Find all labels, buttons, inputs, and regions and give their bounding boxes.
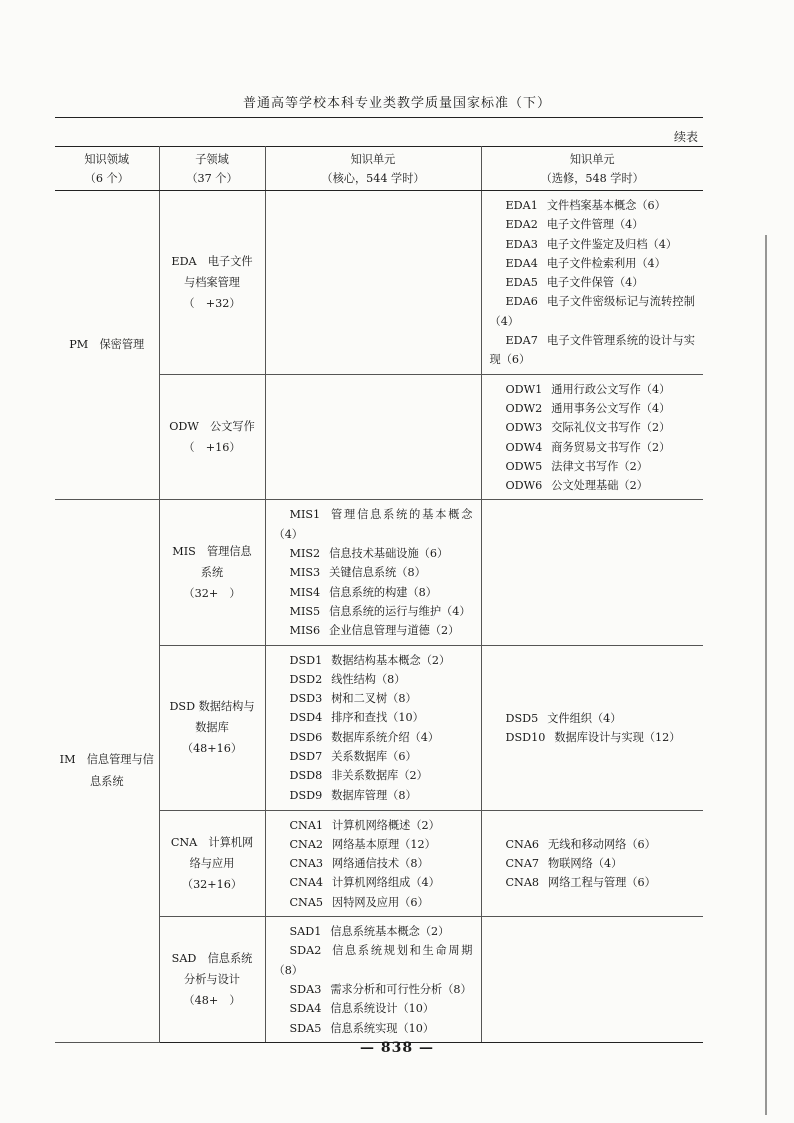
subdomain-hours: （ +16）	[183, 441, 241, 455]
knowledge-unit	[490, 273, 696, 292]
knowledge-unit	[274, 689, 473, 708]
unit-code: ODW1	[505, 382, 543, 396]
table-row	[55, 191, 703, 375]
core-units-cell	[265, 191, 481, 375]
unit-title: 关键信息系统（8）	[329, 566, 426, 580]
unit-code: DSD7	[289, 750, 323, 764]
unit-title: 法律文书写作（2）	[551, 459, 648, 473]
unit-code: DSD3	[289, 692, 323, 706]
unit-title: 文件组织（4）	[547, 711, 622, 725]
table-header-row	[55, 147, 703, 191]
knowledge-unit	[274, 816, 473, 835]
subdomain-hours: （32+16）	[181, 877, 243, 891]
knowledge-unit	[274, 854, 473, 873]
knowledge-unit	[274, 941, 473, 980]
knowledge-unit	[490, 399, 696, 418]
running-head: 普通高等学校本科专业类教学质量国家标准（下）	[242, 96, 551, 111]
unit-title: 数据库管理（8）	[331, 788, 417, 802]
knowledge-unit	[274, 1019, 473, 1038]
unit-title: 计算机网络概述（2）	[332, 818, 440, 832]
unit-code: CNA8	[505, 876, 540, 890]
knowledge-unit	[274, 999, 473, 1018]
subdomain-cell	[159, 917, 265, 1043]
unit-code: DSD9	[289, 788, 323, 802]
unit-title: 商务贸易文书写作（2）	[551, 440, 671, 454]
subdomain-cell	[159, 191, 265, 375]
core-units-cell	[265, 810, 481, 916]
subdomain-name: MIS 管理信息系统	[172, 544, 252, 579]
unit-code: MIS4	[289, 585, 321, 599]
knowledge-unit	[274, 505, 473, 544]
knowledge-unit	[490, 418, 696, 437]
unit-code: EDA4	[505, 256, 538, 270]
knowledge-unit	[490, 331, 696, 370]
header-rule	[55, 117, 703, 118]
unit-title: 排序和查找（10）	[331, 711, 424, 725]
knowledge-unit	[274, 728, 473, 747]
unit-title: 网络通信技术（8）	[332, 857, 429, 871]
knowledge-unit	[274, 544, 473, 563]
subdomain-name: CNA 计算机网络与应用	[170, 835, 254, 870]
unit-title: 电子文件管理系统的设计与实现（6）	[489, 334, 695, 367]
unit-title: 文件档案基本概念（6）	[546, 199, 666, 212]
knowledge-unit	[274, 651, 473, 670]
knowledge-unit	[274, 835, 473, 854]
unit-code: CNA7	[505, 857, 540, 871]
scan-edge-line	[765, 235, 767, 1115]
knowledge-unit	[490, 854, 696, 873]
unit-title: 无线和移动网络（6）	[548, 837, 656, 851]
domain-cell: IM 信息管理与信息系统	[55, 500, 159, 1042]
knowledge-unit	[274, 766, 473, 785]
table-row	[55, 500, 703, 645]
unit-code: ODW3	[505, 421, 543, 435]
unit-title: 计算机网络组成（4）	[332, 876, 440, 890]
unit-code: SDA4	[289, 1002, 322, 1016]
unit-code: CNA5	[289, 895, 324, 909]
knowledge-unit	[274, 621, 473, 640]
subdomain-name: ODW 公文写作	[169, 420, 255, 434]
elective-units-cell	[481, 374, 703, 500]
core-units-cell	[265, 917, 481, 1043]
unit-title: 网络工程与管理（6）	[548, 876, 656, 890]
knowledge-unit	[274, 602, 473, 621]
knowledge-unit	[274, 893, 473, 912]
subdomain-cell	[159, 500, 265, 645]
unit-code: CNA3	[289, 857, 324, 871]
unit-title: 企业信息管理与道德（2）	[329, 624, 460, 638]
unit-title: 信息技术基础设施（6）	[329, 547, 449, 561]
unit-code: DSD8	[289, 769, 323, 783]
unit-code: ODW6	[505, 479, 543, 493]
knowledge-unit	[490, 835, 696, 854]
unit-code: DSD6	[289, 730, 323, 744]
knowledge-unit	[490, 254, 696, 273]
unit-code: ODW4	[505, 440, 543, 454]
knowledge-unit	[274, 786, 473, 805]
elective-units-cell	[481, 917, 703, 1043]
header-subdomain: 子领域 （37 个）	[159, 147, 265, 191]
core-units-cell	[265, 645, 481, 810]
subdomain-cell	[159, 374, 265, 500]
unit-title: 电子文件密级标记与流转控制（4）	[489, 295, 695, 328]
unit-title: 因特网及应用（6）	[332, 895, 429, 909]
subdomain-name: DSD 数据结构与数据库	[169, 700, 255, 735]
unit-code: EDA2	[505, 218, 538, 232]
unit-title: 信息系统规划和生命周期（8）	[273, 944, 473, 977]
knowledge-unit	[274, 922, 473, 941]
unit-code: MIS2	[289, 547, 321, 561]
unit-title: 需求分析和可行性分析（8）	[330, 982, 472, 996]
unit-code: CNA4	[289, 876, 324, 890]
knowledge-unit	[274, 708, 473, 727]
knowledge-table	[55, 146, 703, 1043]
unit-code: EDA5	[505, 276, 538, 290]
header-elective-units: 知识单元 （选修，548 学时）	[481, 147, 703, 191]
unit-code: CNA6	[505, 837, 540, 851]
unit-code: EDA1	[505, 199, 538, 212]
unit-title: 信息系统的运行与维护（4）	[329, 604, 471, 618]
unit-code: DSD2	[289, 672, 323, 686]
subdomain-cell	[159, 810, 265, 916]
knowledge-unit	[490, 292, 696, 331]
unit-title: 电子文件保管（4）	[546, 276, 644, 290]
unit-title: 管理信息系统的基本概念（4）	[273, 508, 473, 541]
unit-code: MIS5	[289, 604, 321, 618]
continued-label: 续表	[673, 130, 698, 144]
unit-code: SDA3	[289, 982, 322, 996]
knowledge-unit	[490, 438, 696, 457]
unit-title: 信息系统设计（10）	[330, 1002, 435, 1016]
header-core-units: 知识单元 （核心，544 学时）	[265, 147, 481, 191]
page-number: — 838 —	[360, 1040, 434, 1056]
knowledge-unit	[274, 583, 473, 602]
unit-title: 非关系数据库（2）	[331, 769, 428, 783]
knowledge-unit	[490, 709, 696, 728]
subdomain-name: EDA 电子文件与档案管理	[171, 254, 253, 289]
unit-code: DSD10	[505, 731, 546, 745]
unit-code: MIS3	[289, 566, 321, 580]
unit-code: EDA7	[505, 334, 538, 348]
unit-title: 树和二叉树（8）	[331, 692, 417, 706]
unit-code: CNA1	[289, 818, 324, 832]
unit-code: MIS1	[289, 508, 321, 522]
unit-code: ODW2	[505, 401, 543, 415]
knowledge-unit	[274, 873, 473, 892]
unit-title: 电子文件鉴定及归档（4）	[546, 237, 678, 251]
unit-code: MIS6	[289, 624, 321, 638]
core-units-cell	[265, 374, 481, 500]
knowledge-unit	[490, 196, 696, 215]
subdomain-hours: （48+16）	[181, 742, 243, 756]
core-units-cell	[265, 500, 481, 645]
domain-cell: PM 保密管理	[55, 191, 159, 500]
unit-title: 数据库系统介绍（4）	[331, 730, 440, 744]
knowledge-unit	[274, 747, 473, 766]
unit-code: DSD5	[505, 711, 539, 725]
unit-title: 数据库设计与实现（12）	[554, 731, 681, 745]
elective-units-cell	[481, 810, 703, 916]
unit-title: 信息系统实现（10）	[330, 1021, 435, 1035]
unit-title: 公文处理基础（2）	[551, 479, 648, 493]
unit-code: SDA2	[289, 944, 322, 958]
unit-code: CNA2	[289, 837, 324, 851]
subdomain-name: SAD 信息系统分析与设计	[171, 951, 253, 986]
subdomain-hours: （32+ ）	[183, 586, 241, 600]
knowledge-unit	[490, 380, 696, 399]
knowledge-unit	[274, 980, 473, 999]
unit-title: 数据结构基本概念（2）	[331, 653, 451, 667]
subdomain-cell	[159, 645, 265, 810]
unit-code: ODW5	[505, 459, 543, 473]
unit-code: EDA6	[505, 295, 538, 309]
elective-units-cell	[481, 500, 703, 645]
header-domain: 知识领域 （6 个）	[55, 147, 159, 191]
unit-title: 关系数据库（6）	[331, 750, 417, 764]
knowledge-unit	[274, 670, 473, 689]
unit-title: 网络基本原理（12）	[332, 837, 436, 851]
unit-title: 通用事务公文写作（4）	[551, 401, 671, 415]
unit-code: EDA3	[505, 237, 538, 251]
knowledge-unit	[490, 215, 696, 234]
knowledge-unit	[490, 235, 696, 254]
subdomain-hours: （ +32）	[183, 296, 241, 310]
unit-title: 通用行政公文写作（4）	[551, 382, 671, 396]
elective-units-cell	[481, 645, 703, 810]
unit-title: 线性结构（8）	[331, 672, 406, 686]
unit-code: DSD1	[289, 653, 323, 667]
unit-code: SAD1	[289, 925, 322, 939]
knowledge-unit	[274, 563, 473, 582]
knowledge-unit	[490, 873, 696, 892]
subdomain-hours: （48+ ）	[183, 993, 241, 1007]
unit-title: 信息系统基本概念（2）	[330, 925, 450, 939]
unit-title: 电子文件检索利用（4）	[546, 256, 666, 270]
unit-title: 物联网络（4）	[548, 857, 623, 871]
knowledge-unit	[490, 476, 696, 495]
unit-title: 电子文件管理（4）	[546, 218, 644, 232]
unit-code: DSD4	[289, 711, 323, 725]
knowledge-unit	[490, 457, 696, 476]
unit-title: 信息系统的构建（8）	[329, 585, 437, 599]
unit-code: SDA5	[289, 1021, 322, 1035]
elective-units-cell	[481, 191, 703, 375]
unit-title: 交际礼仪文书写作（2）	[551, 421, 671, 435]
knowledge-unit	[490, 728, 696, 747]
